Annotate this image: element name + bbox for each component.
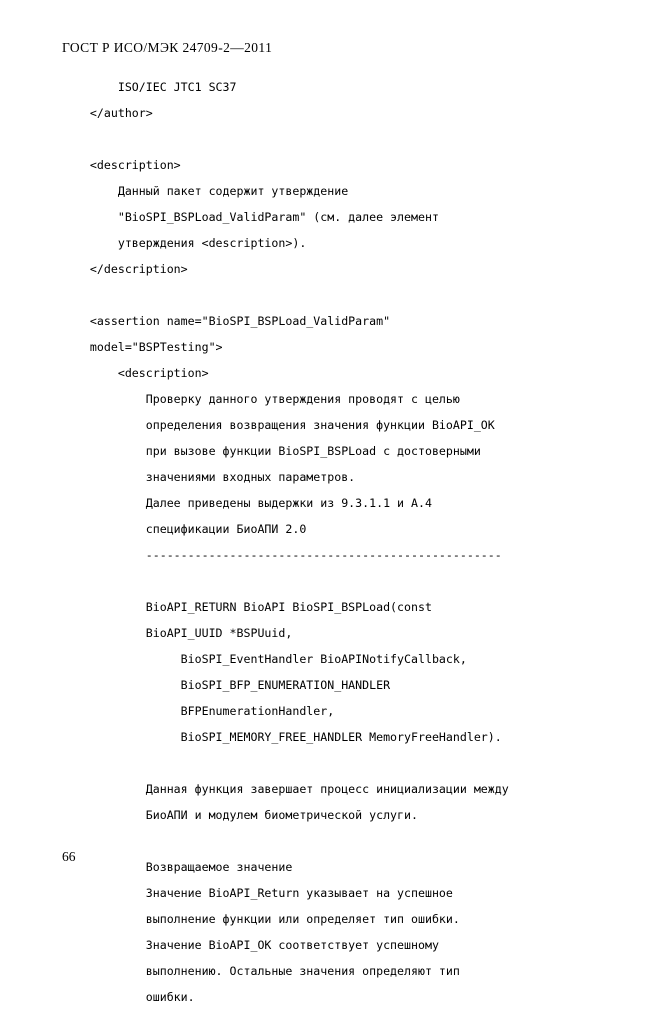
code-line: Возвращаемое значение (62, 860, 293, 874)
code-line: Далее приведены выдержки из 9.3.1.1 и А.4 (62, 496, 432, 510)
code-line: Значение BioAPI_Return указывает на успешное (62, 886, 453, 900)
code-line: </author> (62, 106, 153, 120)
code-line: <description> (62, 158, 181, 172)
code-line: выполнение функции или определяет тип ошибки. (62, 912, 460, 926)
code-line (62, 282, 622, 308)
code-line: Значение BioAPI_OK соответствует успешному (62, 938, 439, 952)
code-line: Данный пакет содержит утверждение (62, 184, 349, 198)
document-body (62, 74, 622, 1010)
page-number: 66 (62, 849, 76, 864)
code-line: </description> (62, 262, 188, 276)
code-line: БиоАПИ и модулем биометрической услуги. (62, 808, 418, 822)
code-line: <assertion name="BioSPI_BSPLoad_ValidParam" (62, 314, 391, 328)
code-line: BioAPI_RETURN BioAPI BioSPI_BSPLoad(const (62, 600, 432, 614)
code-line: "BioSPI_BSPLoad_ValidParam" (см. далее элемент (62, 210, 439, 224)
code-line: при вызове функции BioSPI_BSPLoad с достоверными (62, 444, 481, 458)
code-line: выполнению. Остальные значения определяют тип (62, 964, 460, 978)
code-line: Проверку данного утверждения проводят с целью (62, 392, 460, 406)
code-line: --------------------------------------------------- (62, 548, 502, 562)
code-line: определения возвращения значения функции BioAPI_OK (62, 418, 495, 432)
code-line: model="BSPTesting"> (62, 340, 223, 354)
code-line (62, 750, 622, 776)
code-line: <description> (62, 366, 209, 380)
code-line: значениями входных параметров. (62, 470, 356, 484)
code-line (62, 828, 622, 854)
code-line: ISO/IEC JTC1 SC37 (62, 80, 237, 94)
code-line: BFPEnumerationHandler, (62, 704, 335, 718)
code-line: спецификации БиоАПИ 2.0 (62, 522, 307, 536)
code-line: утверждения <description>). (62, 236, 307, 250)
code-line (62, 126, 622, 152)
code-line: BioAPI_UUID *BSPUuid, (62, 626, 293, 640)
page-header: ГОСТ Р ИСО/МЭК 24709-2—2011 (62, 40, 273, 55)
code-line: Данная функция завершает процесс инициализации между (62, 782, 509, 796)
code-line: BioSPI_BFP_ENUMERATION_HANDLER (62, 678, 391, 692)
code-line: ошибки. (62, 990, 195, 1004)
code-line (62, 568, 622, 594)
code-line: BioSPI_EventHandler BioAPINotifyCallback, (62, 652, 467, 666)
code-line: BioSPI_MEMORY_FREE_HANDLER MemoryFreeHandler). (62, 730, 502, 744)
